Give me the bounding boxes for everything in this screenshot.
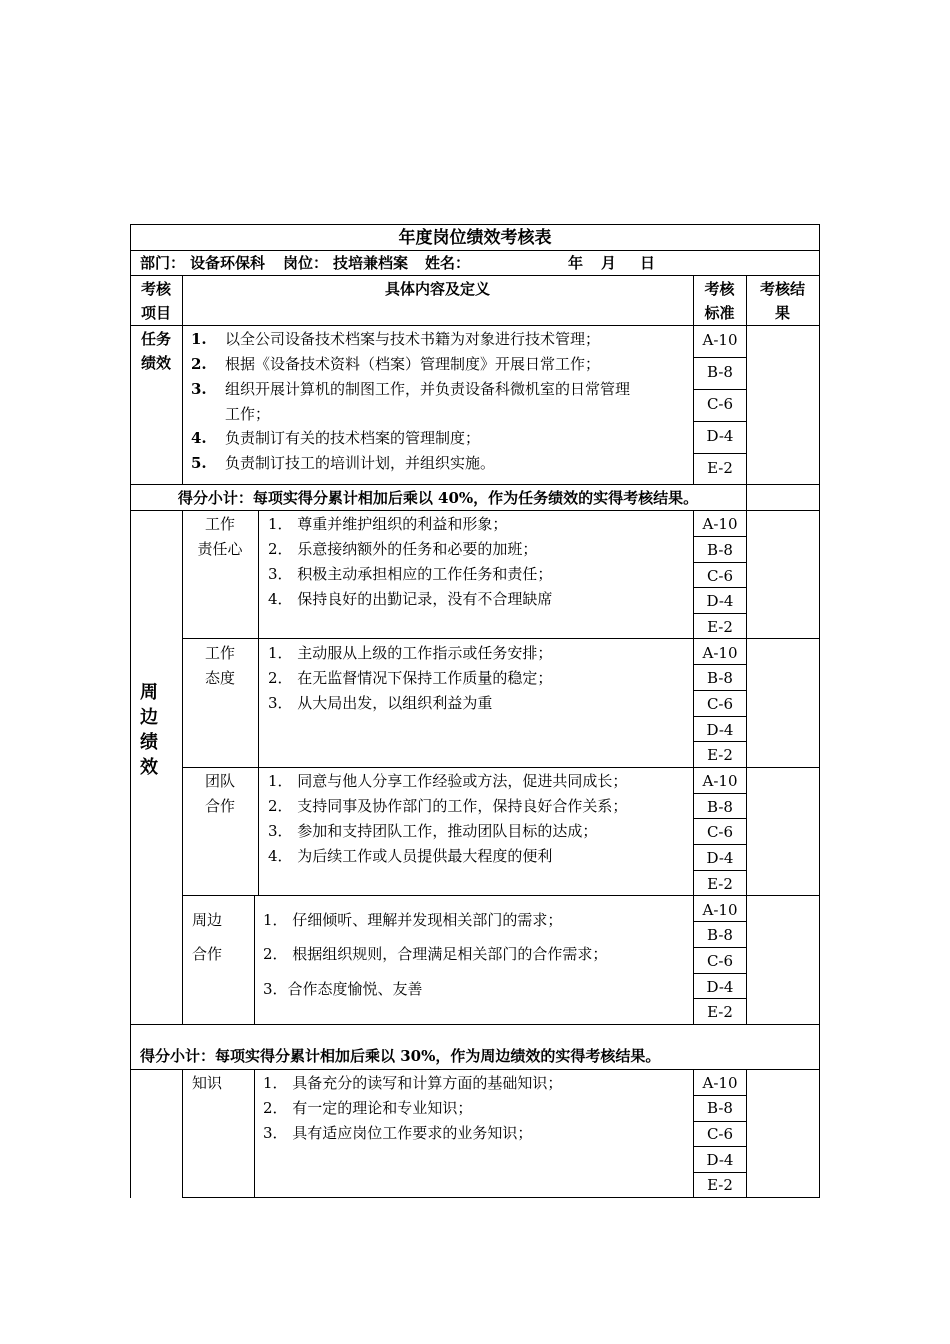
- header-standard: 标准: [704, 304, 735, 322]
- group-item: 2． 有一定的理论和专业知识；: [263, 1099, 473, 1117]
- grade-line: [693, 716, 747, 717]
- col-line: [254, 895, 255, 1025]
- task-item-cont: 工作；: [225, 405, 271, 423]
- task-item-no: 4.: [191, 429, 207, 447]
- grade-line: [693, 536, 747, 537]
- group-item: 3． 具有适应岗位工作要求的业务知识；: [263, 1124, 533, 1142]
- grade-b: B-8: [707, 669, 733, 687]
- group-name: 态度: [204, 669, 235, 687]
- row-line: [130, 510, 820, 511]
- peripheral-subtotal: 得分小计：每项实得分累计相加后乘以 30%，作为周边绩效的实得考核结果。: [140, 1047, 661, 1065]
- grade-e: E-2: [707, 618, 733, 636]
- grade-d: D-4: [706, 849, 734, 867]
- grade-b: B-8: [707, 363, 733, 381]
- task-label: 任务: [140, 330, 171, 348]
- peripheral-label: 效: [140, 757, 158, 778]
- col-line: [693, 510, 694, 1025]
- group-name: 责任心: [197, 540, 243, 558]
- grade-line: [693, 793, 747, 794]
- group-name: 团队: [204, 772, 235, 790]
- group-item: 3．合作态度愉悦、友善: [263, 980, 423, 998]
- grade-e: E-2: [707, 459, 733, 477]
- grade-e: E-2: [707, 746, 733, 764]
- grade-c: C-6: [706, 1125, 734, 1143]
- grade-line: [693, 998, 747, 999]
- grade-line: [693, 453, 747, 454]
- grade-e: E-2: [707, 875, 733, 893]
- task-subtotal: 得分小计：每项实得分累计相加后乘以 40%，作为任务绩效的实得考核结果。: [177, 489, 699, 507]
- group-item: 1． 主动服从上级的工作指示或任务安排；: [268, 644, 553, 662]
- grade-line: [693, 587, 747, 588]
- task-item-no: 1.: [191, 330, 207, 348]
- row-line: [130, 1069, 820, 1070]
- col-line: [746, 275, 747, 1025]
- group-item: 2． 在无监督情况下保持工作质量的稳定；: [268, 669, 553, 687]
- group-item: 4． 为后续工作或人员提供最大程度的便利: [268, 847, 553, 865]
- post-value: 技培兼档案: [333, 254, 409, 272]
- dept-value: 设备环保科: [190, 254, 266, 272]
- grade-b: B-8: [707, 926, 733, 944]
- grade-line: [693, 870, 747, 871]
- grade-line: [693, 357, 747, 358]
- group-item: 1． 尊重并维护组织的利益和形象；: [268, 515, 508, 533]
- grade-line: [693, 389, 747, 390]
- group-item: 2． 支持同事及协作部门的工作，保持良好合作关系；: [268, 797, 628, 815]
- grade-c: C-6: [706, 823, 734, 841]
- header-result: 果: [774, 304, 790, 322]
- grade-c: C-6: [706, 567, 734, 585]
- header-item: 项目: [140, 304, 171, 322]
- grade-line: [693, 562, 747, 563]
- group-name: 知识: [192, 1074, 223, 1092]
- group-item: 1． 仔细倾听、理解并发现相关部门的需求；: [263, 911, 563, 929]
- task-label: 绩效: [140, 354, 171, 372]
- peripheral-label: 绩: [140, 732, 158, 753]
- table-border-top: [130, 224, 820, 225]
- row-line: [130, 275, 820, 276]
- task-item: 负责制订有关的技术档案的管理制度；: [225, 429, 481, 447]
- grade-c: C-6: [706, 695, 734, 713]
- col-line: [254, 1069, 255, 1198]
- row-line: [130, 250, 820, 251]
- grade-d: D-4: [706, 721, 734, 739]
- name-label: 姓名：: [425, 254, 471, 272]
- group-item: 4． 保持良好的出勤记录，没有不合理缺席: [268, 590, 553, 608]
- header-content: 具体内容及定义: [384, 280, 490, 298]
- grade-line: [693, 844, 747, 845]
- grade-line: [693, 947, 747, 948]
- group-item: 3． 积极主动承担相应的工作任务和责任；: [268, 565, 553, 583]
- task-item: 负责制订技工的培训计划，并组织实施。: [225, 454, 496, 472]
- grade-a: A-10: [702, 644, 738, 662]
- grade-d: D-4: [706, 592, 734, 610]
- grade-line: [693, 1146, 747, 1147]
- group-name: 周边: [192, 911, 223, 929]
- grade-a: A-10: [702, 515, 738, 533]
- header-result: 考核结: [759, 280, 805, 298]
- row-line: [130, 484, 820, 485]
- group-item: 3． 从大局出发，以组织利益为重: [268, 694, 493, 712]
- group-item: 3． 参加和支持团队工作，推动团队目标的达成；: [268, 822, 598, 840]
- row-line: [182, 767, 820, 768]
- grade-a: A-10: [702, 1074, 738, 1092]
- group-name: 合作: [204, 797, 235, 815]
- grade-d: D-4: [706, 978, 734, 996]
- grade-b: B-8: [707, 541, 733, 559]
- grade-line: [693, 1121, 747, 1122]
- header-standard: 考核: [704, 280, 735, 298]
- group-item: 1． 具备充分的读写和计算方面的基础知识；: [263, 1074, 563, 1092]
- grade-d: D-4: [706, 427, 734, 445]
- grade-line: [693, 1095, 747, 1096]
- peripheral-label: 周: [140, 682, 158, 703]
- task-item: 组织开展计算机的制图工作，并负责设备科微机室的日常管理: [225, 380, 631, 398]
- form-title: 年度岗位绩效考核表: [398, 228, 552, 248]
- row-line: [182, 1197, 820, 1198]
- grade-line: [693, 690, 747, 691]
- group-name: 合作: [192, 945, 223, 963]
- grade-a: A-10: [702, 772, 738, 790]
- grade-line: [693, 421, 747, 422]
- grade-b: B-8: [707, 1099, 733, 1117]
- grade-c: C-6: [706, 952, 734, 970]
- group-name: 工作: [204, 515, 235, 533]
- col-line: [258, 510, 259, 896]
- row-line: [130, 1024, 820, 1025]
- group-item: 2． 乐意接纳额外的任务和必要的加班；: [268, 540, 538, 558]
- dept-label: 部门：: [140, 254, 186, 272]
- group-item: 1． 同意与他人分享工作经验或方法，促进共同成长；: [268, 772, 628, 790]
- group-name: 工作: [204, 644, 235, 662]
- day-label: 日: [640, 254, 656, 272]
- col-line: [182, 1069, 183, 1198]
- task-item-no: 5.: [191, 454, 207, 472]
- grade-a: A-10: [702, 901, 738, 919]
- col-line: [182, 275, 183, 485]
- post-label: 岗位：: [283, 254, 329, 272]
- grade-line: [693, 818, 747, 819]
- group-item: 2． 根据组织规则，合理满足相关部门的合作需求；: [263, 945, 608, 963]
- grade-b: B-8: [707, 798, 733, 816]
- grade-line: [693, 741, 747, 742]
- task-item: 以全公司设备技术档案与技术书籍为对象进行技术管理；: [225, 330, 601, 348]
- header-item: 考核: [140, 280, 171, 298]
- year-label: 年: [568, 254, 584, 272]
- row-line: [130, 325, 820, 326]
- grade-a: A-10: [702, 331, 738, 349]
- row-line: [182, 895, 820, 896]
- month-label: 月: [601, 254, 617, 272]
- grade-e: E-2: [707, 1003, 733, 1021]
- col-line: [746, 1069, 747, 1198]
- task-item-no: 2.: [191, 355, 207, 373]
- grade-line: [693, 921, 747, 922]
- col-line: [182, 510, 183, 1025]
- grade-line: [693, 613, 747, 614]
- grade-line: [693, 1172, 747, 1173]
- grade-line: [693, 973, 747, 974]
- grade-line: [693, 664, 747, 665]
- table-border-right: [819, 224, 820, 1198]
- task-item-no: 3.: [191, 380, 207, 398]
- grade-c: C-6: [706, 395, 734, 413]
- peripheral-label: 边: [140, 707, 158, 728]
- grade-e: E-2: [707, 1176, 733, 1194]
- grade-d: D-4: [706, 1151, 734, 1169]
- row-line: [182, 638, 820, 639]
- task-item: 根据《设备技术资料（档案）管理制度》开展日常工作；: [225, 355, 601, 373]
